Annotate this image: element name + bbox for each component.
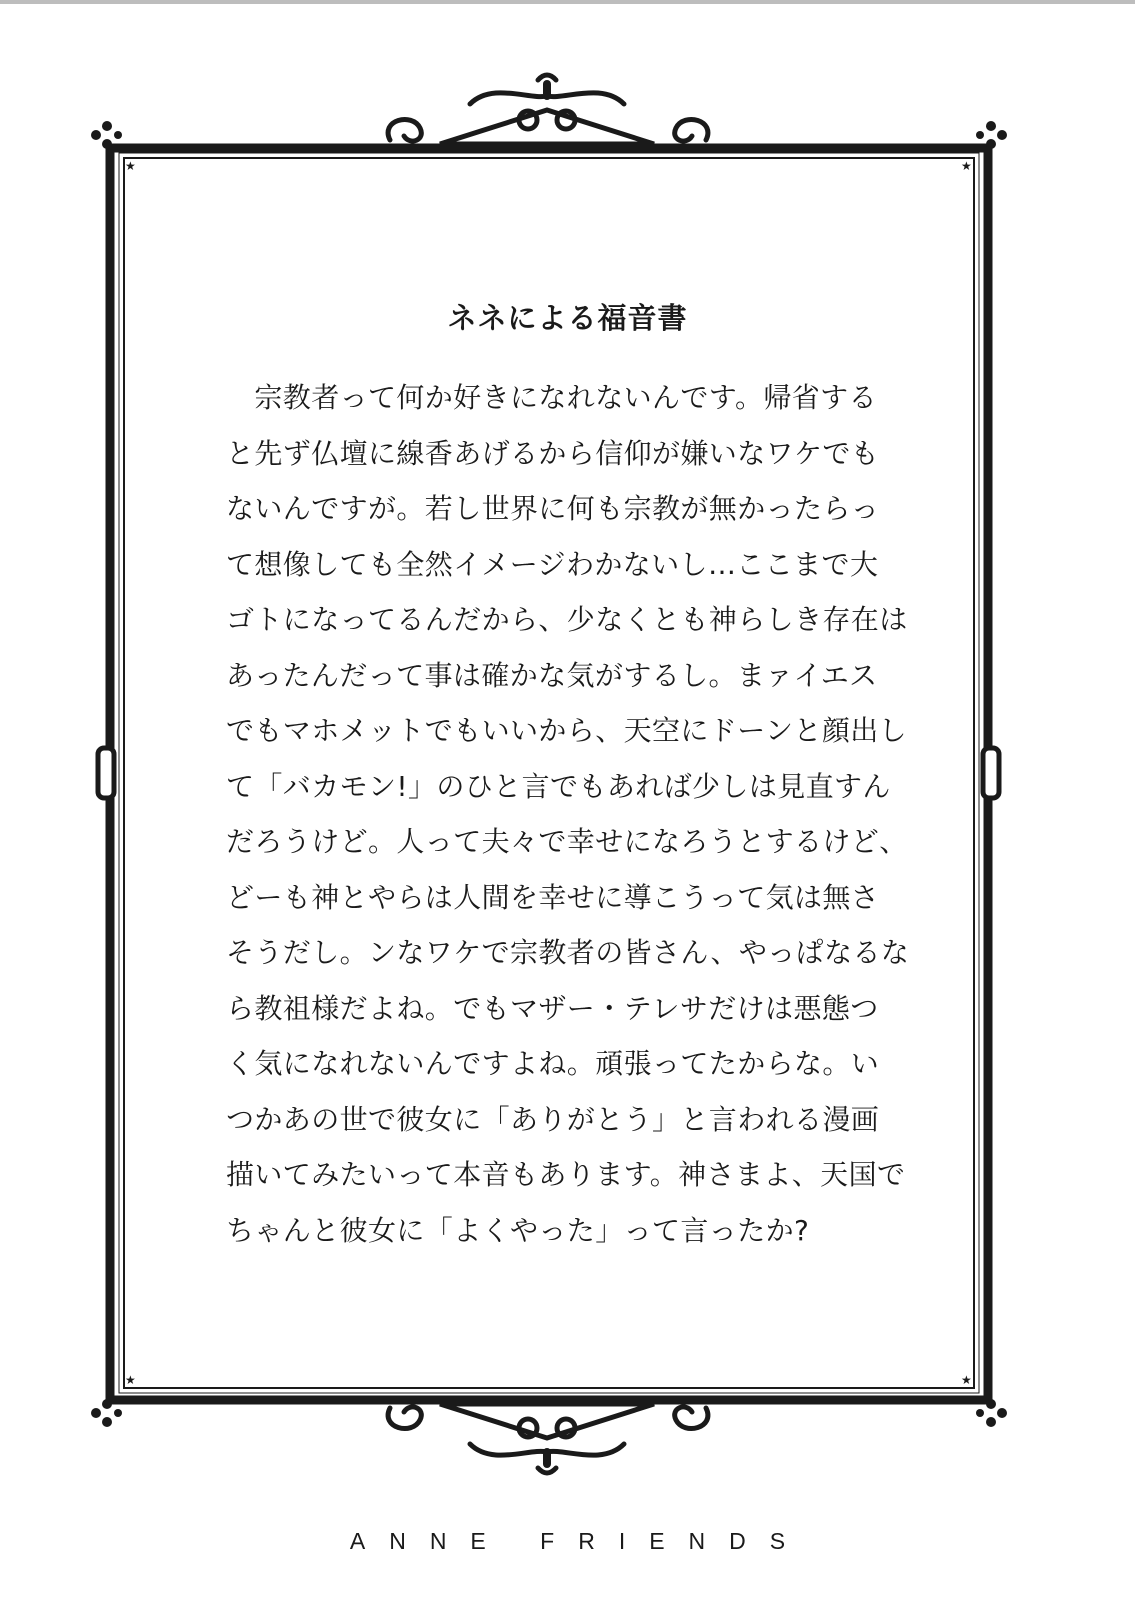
body-line: と先ず仏壇に線香あげるから信仰が嫌いなワケでも <box>226 436 880 470</box>
body-line: そうだし。ンなワケで宗教者の皆さん、やっぱなるな <box>226 936 910 969</box>
svg-text:★: ★ <box>125 1373 136 1387</box>
svg-text:★: ★ <box>125 159 136 173</box>
body-line: でもマホメットでもいいから、天空にドーンと顔出し <box>226 714 908 747</box>
scroll-ornament-icon <box>388 1404 708 1473</box>
body-line: て想像しても全然イメージわかないし…ここまで大 <box>226 547 879 581</box>
body-line: どーも神とやらは人間を幸せに導こうって気は無さ <box>226 880 880 914</box>
scroll-ornament-icon <box>388 75 708 144</box>
svg-text:★: ★ <box>961 1373 972 1387</box>
body-line: ゴトになってるんだから、少なくとも神らしき存在は <box>226 603 908 636</box>
body-line: く気になれないんですよね。頑張ってたからな。い <box>226 1047 880 1080</box>
body-line: 描いてみたいって本音もあります。神さまよ、天国で <box>226 1158 906 1191</box>
essay-body <box>226 370 910 1258</box>
body-line: つかあの世で彼女に「ありがとう」と言われる漫画 <box>226 1102 880 1136</box>
body-line: て「バカモン!」のひと言でもあれば少しは見直すん <box>226 769 891 803</box>
body-line: ら教祖様だよね。でもマザー・テレサだけは悪態つ <box>226 991 879 1025</box>
body-line: ないんですが。若し世界に何も宗教が無かったらっ <box>226 492 880 525</box>
svg-text:★: ★ <box>961 159 972 173</box>
body-line: あったんだって事は確かな気がするし。まァイエス <box>226 658 878 692</box>
body-line: ちゃんと彼女に「よくやった」って言ったか? <box>226 1213 810 1247</box>
book-footer-title: ANNE FRIENDS <box>349 1528 810 1554</box>
essay-title: ネネによる福音書 <box>447 301 688 335</box>
body-line: 宗教者って何か好きになれないんです。帰省する <box>226 381 877 414</box>
body-line: だろうけど。人って夫々で幸せになろうとするけど、 <box>226 825 908 858</box>
